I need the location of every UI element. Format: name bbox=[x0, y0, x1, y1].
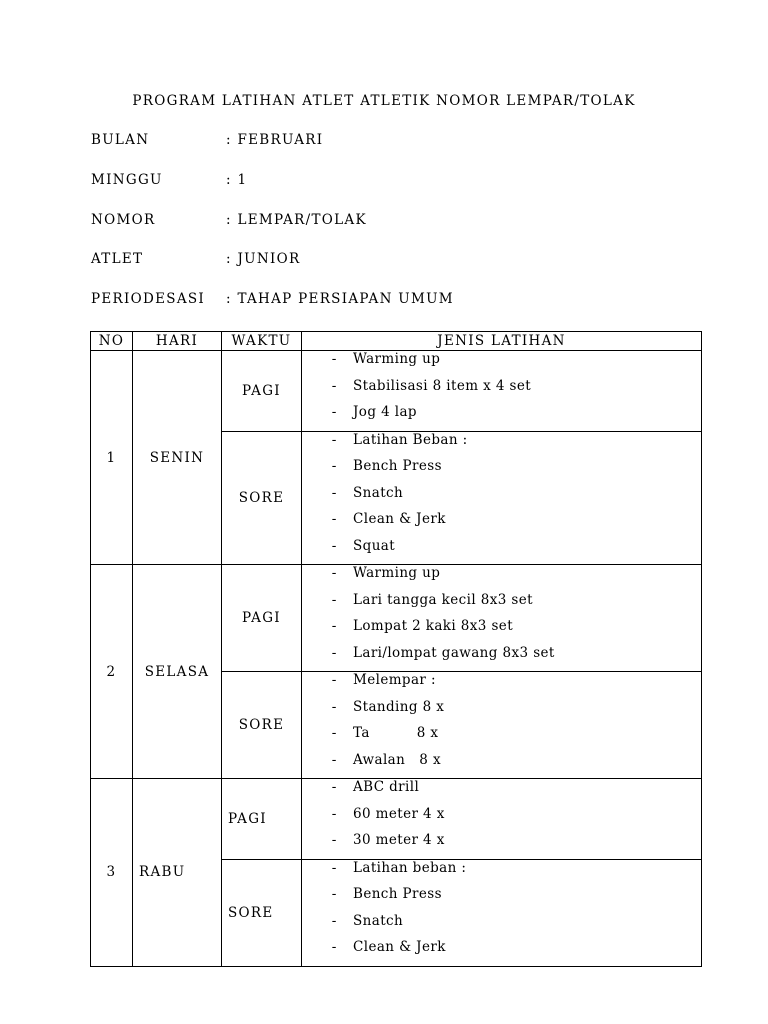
bullet-dash: - bbox=[330, 404, 339, 420]
bullet-dash: - bbox=[330, 591, 339, 608]
bullet-dash: - bbox=[330, 725, 339, 741]
list-item bbox=[302, 538, 701, 565]
header-no: NO bbox=[91, 332, 133, 351]
cell-no: 2 bbox=[91, 565, 133, 779]
list-item bbox=[302, 511, 701, 538]
meta-value: : JUNIOR bbox=[226, 251, 301, 267]
activity-text: Warming up bbox=[353, 351, 441, 367]
list-item bbox=[302, 779, 701, 806]
list-item bbox=[302, 913, 701, 940]
cell-waktu-pagi: PAGI bbox=[222, 351, 302, 432]
cell-hari: RABU bbox=[133, 779, 222, 967]
bullet-dash: - bbox=[330, 672, 339, 688]
cell-jenis-latihan bbox=[302, 779, 702, 860]
bullet-dash: - bbox=[330, 458, 339, 474]
table-row bbox=[91, 565, 702, 672]
bullet-dash: - bbox=[330, 939, 339, 955]
list-item bbox=[302, 806, 701, 833]
cell-hari: SENIN bbox=[133, 351, 222, 565]
list-item bbox=[302, 645, 701, 672]
cell-jenis-latihan bbox=[302, 351, 702, 432]
meta-label: MINGGU bbox=[91, 172, 163, 188]
activity-text: Warming up bbox=[353, 565, 441, 581]
activity-list bbox=[302, 432, 701, 565]
list-item bbox=[302, 672, 701, 699]
list-item bbox=[302, 886, 701, 913]
cell-jenis-latihan bbox=[302, 672, 702, 779]
bullet-dash: - bbox=[330, 832, 339, 848]
cell-waktu-sore: SORE bbox=[222, 859, 302, 966]
cell-jenis-latihan bbox=[302, 859, 702, 966]
list-item bbox=[302, 351, 701, 378]
training-table bbox=[90, 331, 702, 967]
list-item bbox=[302, 592, 701, 619]
meta-value: : 1 bbox=[226, 172, 248, 188]
table-header-row bbox=[91, 332, 702, 351]
activity-list bbox=[302, 351, 701, 431]
bullet-dash: - bbox=[330, 484, 339, 501]
bullet-dash: - bbox=[330, 618, 339, 634]
document-title: PROGRAM LATIHAN ATLET ATLETIK NOMOR LEMPAR/TOLAK bbox=[132, 93, 636, 109]
meta-value: : TAHAP PERSIAPAN UMUM bbox=[226, 291, 454, 307]
list-item bbox=[302, 378, 701, 405]
cell-jenis-latihan bbox=[302, 431, 702, 565]
cell-waktu-pagi: PAGI bbox=[222, 779, 302, 860]
activity-text: Lari tangga kecil 8x3 set bbox=[353, 591, 533, 608]
meta-label: BULAN bbox=[91, 132, 150, 148]
cell-waktu-pagi: PAGI bbox=[222, 565, 302, 672]
list-item bbox=[302, 699, 701, 726]
header-waktu: WAKTU bbox=[222, 332, 302, 351]
activity-text: Snatch bbox=[353, 912, 404, 929]
bullet-dash: - bbox=[330, 644, 339, 661]
activity-text: Lompat 2 kaki 8x3 set bbox=[353, 618, 514, 634]
table-row bbox=[91, 351, 702, 432]
cell-waktu-sore: SORE bbox=[222, 672, 302, 779]
table-row bbox=[91, 779, 702, 860]
activity-text: Ta 8 x bbox=[353, 725, 439, 741]
list-item bbox=[302, 618, 701, 645]
cell-jenis-latihan bbox=[302, 565, 702, 672]
activity-text: Standing 8 x bbox=[353, 698, 445, 715]
activity-list bbox=[302, 672, 701, 778]
bullet-dash: - bbox=[330, 511, 339, 527]
list-item bbox=[302, 939, 701, 966]
list-item bbox=[302, 860, 701, 887]
bullet-dash: - bbox=[330, 912, 339, 929]
activity-text: ABC drill bbox=[353, 779, 420, 795]
list-item bbox=[302, 565, 701, 592]
bullet-dash: - bbox=[330, 859, 339, 876]
activity-text: 60 meter 4 x bbox=[353, 805, 445, 822]
activity-text: 30 meter 4 x bbox=[353, 832, 445, 848]
cell-hari: SELASA bbox=[133, 565, 222, 779]
cell-waktu-sore: SORE bbox=[222, 431, 302, 565]
activity-text: Bench Press bbox=[353, 886, 442, 902]
meta-label: ATLET bbox=[91, 251, 144, 267]
activity-list bbox=[302, 860, 701, 966]
bullet-dash: - bbox=[330, 565, 339, 581]
activity-text: Clean & Jerk bbox=[353, 939, 446, 955]
activity-list bbox=[302, 565, 701, 671]
bullet-dash: - bbox=[330, 431, 339, 448]
bullet-dash: - bbox=[330, 779, 339, 795]
activity-list bbox=[302, 779, 701, 859]
activity-text: Jog 4 lap bbox=[353, 404, 417, 420]
activity-text: Clean & Jerk bbox=[353, 511, 446, 527]
header-hari: HARI bbox=[133, 332, 222, 351]
cell-no: 1 bbox=[91, 351, 133, 565]
activity-text: Melempar : bbox=[353, 672, 436, 688]
list-item bbox=[302, 832, 701, 859]
bullet-dash: - bbox=[330, 805, 339, 822]
cell-no: 3 bbox=[91, 779, 133, 967]
bullet-dash: - bbox=[330, 537, 339, 554]
activity-text: Lari/lompat gawang 8x3 set bbox=[353, 644, 555, 661]
activity-text: Squat bbox=[353, 537, 396, 554]
list-item bbox=[302, 485, 701, 512]
bullet-dash: - bbox=[330, 886, 339, 902]
meta-label: NOMOR bbox=[91, 212, 156, 228]
activity-text: Latihan beban : bbox=[353, 859, 467, 876]
activity-text: Bench Press bbox=[353, 458, 442, 474]
table-body bbox=[91, 351, 702, 967]
list-item bbox=[302, 432, 701, 459]
bullet-dash: - bbox=[330, 351, 339, 367]
meta-value: : LEMPAR/TOLAK bbox=[226, 212, 367, 228]
header-jenis-latihan: JENIS LATIHAN bbox=[302, 332, 702, 351]
activity-text: Awalan 8 x bbox=[353, 751, 441, 768]
meta-label: PERIODESASI bbox=[91, 291, 206, 307]
list-item bbox=[302, 725, 701, 752]
activity-text: Stabilisasi 8 item x 4 set bbox=[353, 377, 532, 394]
list-item bbox=[302, 458, 701, 485]
meta-value: : FEBRUARI bbox=[226, 132, 324, 148]
bullet-dash: - bbox=[330, 698, 339, 715]
activity-text: Snatch bbox=[353, 484, 404, 501]
bullet-dash: - bbox=[330, 377, 339, 394]
list-item bbox=[302, 752, 701, 779]
list-item bbox=[302, 404, 701, 431]
activity-text: Latihan Beban : bbox=[353, 431, 468, 448]
bullet-dash: - bbox=[330, 751, 339, 768]
